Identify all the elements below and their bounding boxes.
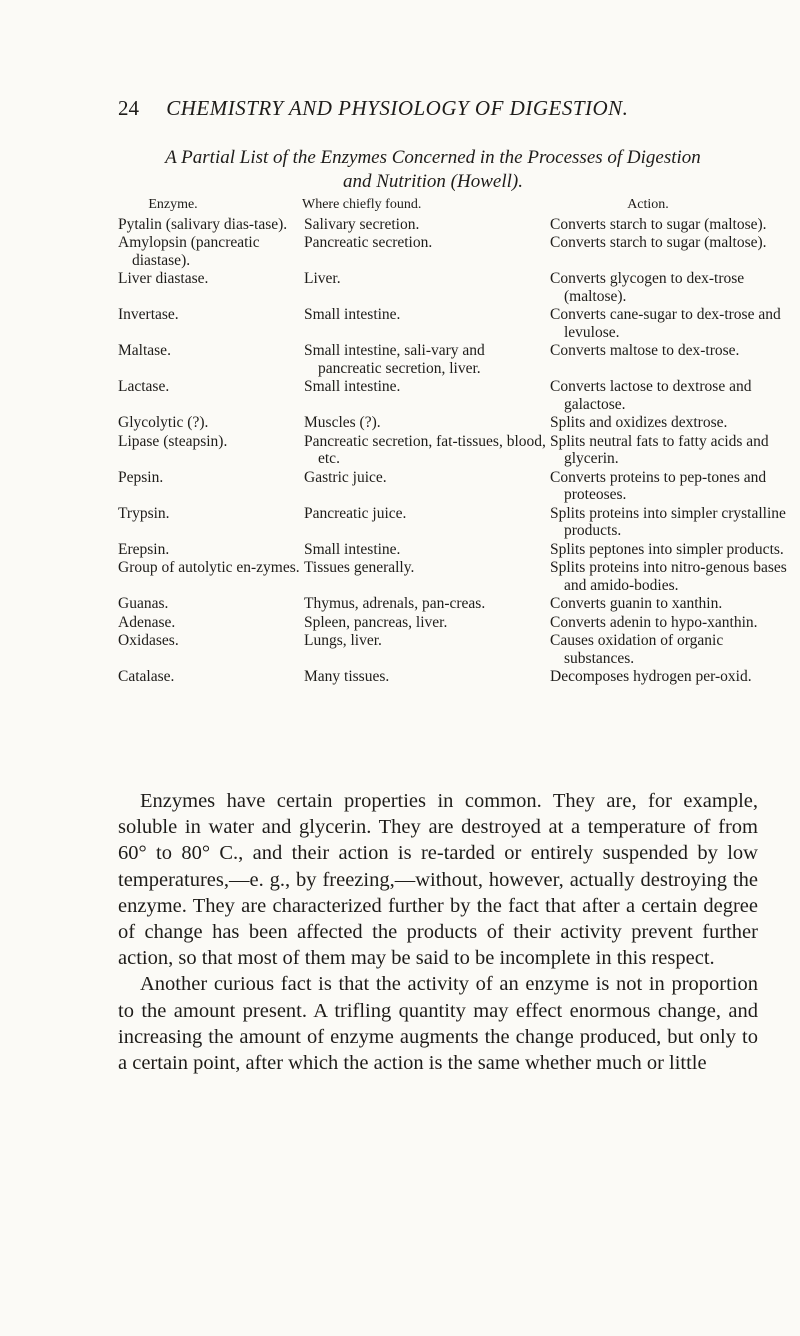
enzyme-cell: Pytalin (salivary dias-tase). xyxy=(118,215,288,233)
action-cell: Converts adenin to hypo-xanthin. xyxy=(550,613,758,631)
enzyme-cell: Erepsin. xyxy=(118,540,170,558)
table-row xyxy=(118,234,767,269)
found-cell: Small intestine. xyxy=(304,306,401,323)
found-cell: Liver. xyxy=(304,270,341,287)
table-row xyxy=(118,595,750,613)
enzyme-cell: Trypsin. xyxy=(118,504,170,522)
table-row xyxy=(118,215,767,234)
table-row xyxy=(118,432,769,468)
action-cell: Converts starch to sugar (maltose). xyxy=(550,215,767,233)
body-text xyxy=(118,788,758,1076)
found-cell: Thymus, adrenals, pan-creas. xyxy=(304,595,486,612)
table-row xyxy=(118,613,758,632)
found-cell: Pancreatic juice. xyxy=(304,504,407,522)
paragraph: Another curious fact is that the activity of an enzyme is not in proportion to the amount present. A trifling quantity may effect enormous change, and increasing the amount of enzyme augments the change produced, but only to a certain point, after which the action is the same whether much or little xyxy=(118,973,758,1075)
found-cell: Lungs, liver. xyxy=(304,632,382,649)
table-row xyxy=(118,668,750,686)
table-header-row xyxy=(118,196,750,214)
found-cell: Salivary secretion. xyxy=(304,215,420,233)
found-cell: Small intestine, sali-vary and pancreatic secretion, liver. xyxy=(304,342,485,377)
enzyme-cell: Amylopsin (pancreatic diastase). xyxy=(118,234,260,269)
enzyme-cell: Guanas. xyxy=(118,595,169,612)
table-row xyxy=(118,632,750,667)
action-cell: Converts cane-sugar to dex-trose and levulose. xyxy=(550,306,781,341)
found-cell: Many tissues. xyxy=(304,668,390,685)
action-cell: Causes oxidation of organic substances. xyxy=(550,632,724,667)
action-cell: Converts starch to sugar (maltose). xyxy=(550,234,767,251)
running-head-title: CHEMISTRY AND PHYSIOLOGY OF DIGESTION. xyxy=(166,96,629,120)
found-cell: Pancreatic secretion. xyxy=(304,234,433,251)
header-enzyme: Enzyme. xyxy=(148,197,198,212)
action-cell: Splits and oxidizes dextrose. xyxy=(550,414,728,431)
action-cell: Converts maltose to dex-trose. xyxy=(550,342,740,359)
enzyme-cell: Lipase (steapsin). xyxy=(118,432,228,450)
enzyme-cell: Oxidases. xyxy=(118,632,179,649)
table-row xyxy=(118,414,750,432)
action-cell: Converts guanin to xanthin. xyxy=(550,595,723,612)
action-cell: Splits neutral fats to fatty acids and glycerin. xyxy=(550,432,769,467)
action-cell: Splits proteins into simpler crystalline products. xyxy=(550,504,786,539)
header-action: Action. xyxy=(627,197,669,212)
running-head xyxy=(118,96,718,121)
enzyme-cell: Pepsin. xyxy=(118,468,164,486)
table-row xyxy=(118,342,750,377)
action-cell: Splits proteins into nitro-genous bases and amido-bodies. xyxy=(550,559,787,594)
table-row xyxy=(118,306,781,341)
action-cell: Decomposes hydrogen per-oxid. xyxy=(550,668,752,685)
enzyme-cell: Invertase. xyxy=(118,306,179,323)
found-cell: Spleen, pancreas, liver. xyxy=(304,613,448,631)
table-row xyxy=(118,468,767,504)
found-cell: Small intestine. xyxy=(304,540,401,558)
enzyme-cell: Lactase. xyxy=(118,378,170,395)
table-row xyxy=(118,540,784,559)
enzyme-table xyxy=(118,196,787,687)
table-row xyxy=(118,378,750,413)
paragraph: Enzymes have certain properties in common. They are, for example, soluble in water and glycerin. They are destroyed at a temperature of from 60° to 80° C., and their action is re-tarded or entirely suspended by low temperatures,—e. g., by freezing,—without, however, actually destroying the enzyme. They are characterized further by the fact that after a certain degree of change has been affected the products of their activity prevent further action, so that most of them may be said to be incomplete in this respect. xyxy=(118,790,758,970)
found-cell: Gastric juice. xyxy=(304,468,387,486)
action-cell: Splits peptones into simpler products. xyxy=(550,540,784,558)
table-title-line-2: and Nutrition (Howell). xyxy=(343,171,523,192)
action-cell: Converts proteins to pep-tones and proteoses. xyxy=(550,468,767,503)
enzyme-cell: Glycolytic (?). xyxy=(118,414,209,431)
page-number: 24 xyxy=(118,96,139,120)
enzyme-cell: Adenase. xyxy=(118,613,176,631)
found-cell: Tissues generally. xyxy=(304,559,415,576)
table-row xyxy=(118,270,750,305)
enzyme-cell: Catalase. xyxy=(118,668,175,685)
found-cell: Pancreatic secretion, fat-tissues, blood, etc. xyxy=(304,432,546,467)
found-cell: Small intestine. xyxy=(304,378,401,395)
table-row xyxy=(118,504,786,540)
enzyme-cell: Liver diastase. xyxy=(118,270,209,287)
found-cell: Muscles (?). xyxy=(304,414,381,431)
table-row xyxy=(118,559,787,594)
enzyme-cell: Group of autolytic en-zymes. xyxy=(118,559,300,576)
action-cell: Converts glycogen to dex-trose (maltose). xyxy=(550,270,745,305)
enzyme-cell: Maltase. xyxy=(118,342,171,359)
action-cell: Converts lactose to dextrose and galactose. xyxy=(550,378,752,413)
table-title xyxy=(118,146,748,194)
table-title-line-1: A Partial List of the Enzymes Concerned in the Processes of Digestion xyxy=(165,147,701,168)
header-where-found: Where chiefly found. xyxy=(302,197,422,212)
